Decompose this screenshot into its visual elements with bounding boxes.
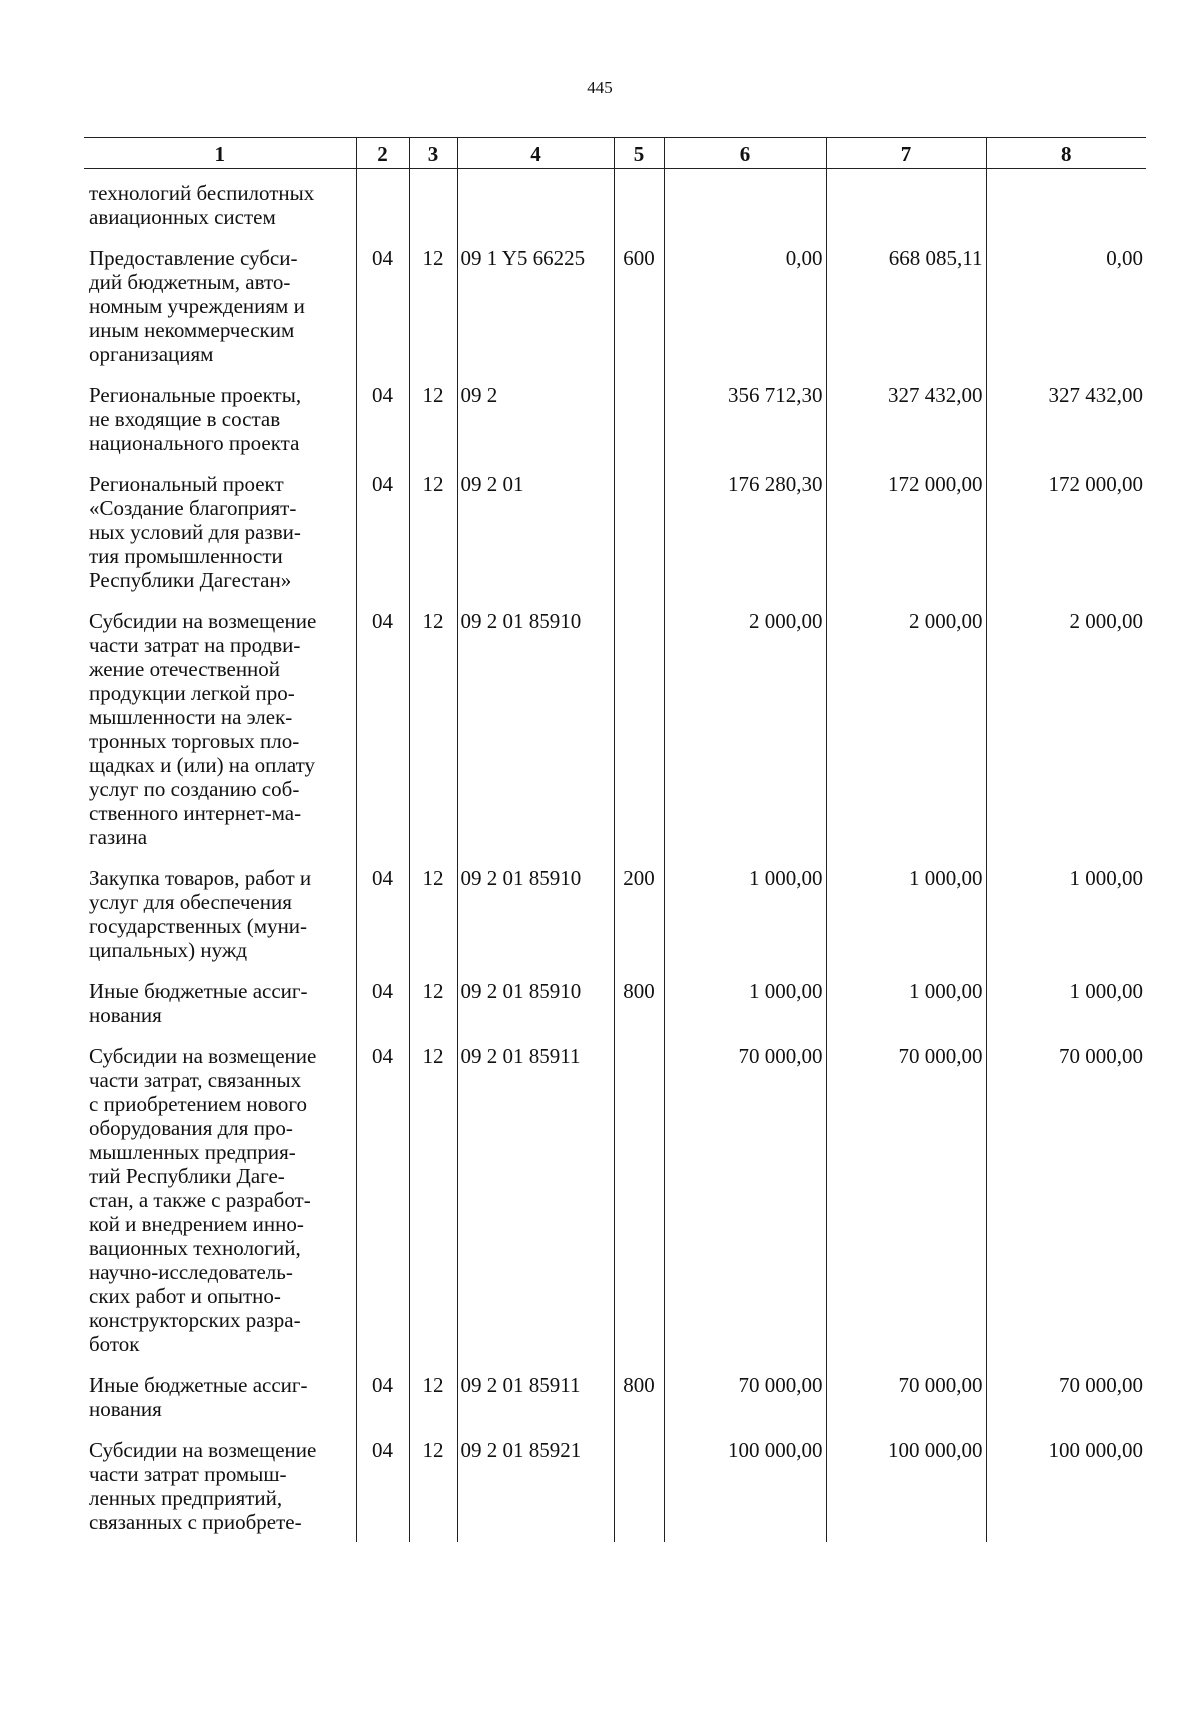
- table-header: [84, 138, 1146, 169]
- section-code-cell: 04: [356, 1370, 409, 1435]
- description-line: ных условий для разви-: [89, 520, 301, 544]
- description-line: государственных (муни-: [89, 914, 308, 938]
- section-code-cell: [356, 169, 409, 244]
- description-line: части затрат на продви-: [89, 633, 301, 657]
- description-cell: [84, 380, 356, 469]
- amount-year1-cell: 1 000,00: [664, 863, 826, 976]
- subsection-code-cell: [409, 169, 457, 244]
- target-article-cell: 09 1 Y5 66225: [457, 243, 614, 380]
- description-line: тронных торговых пло-: [89, 729, 300, 753]
- description-line: тий Республики Даге-: [89, 1164, 285, 1188]
- section-code-cell: 04: [356, 380, 409, 469]
- description-line: жение отечественной: [89, 657, 281, 681]
- subsection-code-cell: 12: [409, 1435, 457, 1542]
- description-line: Субсидии на возмещение: [89, 1438, 317, 1462]
- description-cell: [84, 976, 356, 1041]
- description-line: с приобретением нового: [89, 1092, 307, 1116]
- expense-type-cell: [614, 1435, 664, 1542]
- section-code-cell: 04: [356, 606, 409, 863]
- amount-year3-cell: 100 000,00: [986, 1435, 1146, 1542]
- table-row: [84, 1435, 1146, 1542]
- target-article-cell: [457, 169, 614, 244]
- table-row: [84, 976, 1146, 1041]
- target-article-cell: 09 2 01 85921: [457, 1435, 614, 1542]
- expense-type-cell: [614, 469, 664, 606]
- column-header-3: 3: [409, 138, 457, 169]
- expense-type-cell: 800: [614, 976, 664, 1041]
- target-article-cell: 09 2: [457, 380, 614, 469]
- description-line: организациям: [89, 342, 214, 366]
- table-row: [84, 1041, 1146, 1370]
- expense-type-cell: [614, 606, 664, 863]
- target-article-cell: 09 2 01 85911: [457, 1370, 614, 1435]
- amount-year2-cell: 2 000,00: [826, 606, 986, 863]
- description-line: Закупка товаров, работ и: [89, 866, 312, 890]
- description-cell: [84, 169, 356, 244]
- target-article-cell: 09 2 01 85910: [457, 976, 614, 1041]
- amount-year1-cell: 2 000,00: [664, 606, 826, 863]
- target-article-cell: 09 2 01 85911: [457, 1041, 614, 1370]
- amount-year2-cell: 1 000,00: [826, 976, 986, 1041]
- description-line: Республики Дагестан»: [89, 568, 292, 592]
- description-line: Субсидии на возмещение: [89, 609, 317, 633]
- description-line: номным учреждениям и: [89, 294, 305, 318]
- amount-year1-cell: 0,00: [664, 243, 826, 380]
- description-line: оборудования для про-: [89, 1116, 293, 1140]
- amount-year1-cell: 176 280,30: [664, 469, 826, 606]
- target-article-cell: 09 2 01: [457, 469, 614, 606]
- column-header-6: 6: [664, 138, 826, 169]
- description-line: связанных с приобрете-: [89, 1510, 302, 1534]
- header-row: [84, 138, 1146, 169]
- description-line: авиационных систем: [89, 205, 276, 229]
- amount-year2-cell: 70 000,00: [826, 1041, 986, 1370]
- table-row: [84, 863, 1146, 976]
- description-line: ленных предприятий,: [89, 1486, 283, 1510]
- subsection-code-cell: 12: [409, 976, 457, 1041]
- column-header-2: 2: [356, 138, 409, 169]
- amount-year1-cell: 70 000,00: [664, 1370, 826, 1435]
- description-line: стан, а также с разработ-: [89, 1188, 311, 1212]
- description-line: услуг по созданию соб-: [89, 777, 300, 801]
- expense-type-cell: 800: [614, 1370, 664, 1435]
- subsection-code-cell: 12: [409, 1370, 457, 1435]
- amount-year2-cell: 1 000,00: [826, 863, 986, 976]
- column-header-1: 1: [84, 138, 356, 169]
- section-code-cell: 04: [356, 1041, 409, 1370]
- description-line: щадках и (или) на оплату: [89, 753, 316, 777]
- description-line: дий бюджетным, авто-: [89, 270, 291, 294]
- section-code-cell: 04: [356, 243, 409, 380]
- subsection-code-cell: 12: [409, 606, 457, 863]
- description-line: «Создание благоприят-: [89, 496, 297, 520]
- description-line: Субсидии на возмещение: [89, 1044, 317, 1068]
- description-line: мышленности на элек-: [89, 705, 293, 729]
- description-line: национального проекта: [89, 431, 300, 455]
- description-line: газина: [89, 825, 148, 849]
- description-line: вационных технологий,: [89, 1236, 301, 1260]
- column-header-8: 8: [986, 138, 1146, 169]
- amount-year2-cell: 327 432,00: [826, 380, 986, 469]
- amount-year3-cell: 1 000,00: [986, 976, 1146, 1041]
- description-line: части затрат промыш-: [89, 1462, 287, 1486]
- amount-year3-cell: 327 432,00: [986, 380, 1146, 469]
- subsection-code-cell: 12: [409, 469, 457, 606]
- amount-year2-cell: 100 000,00: [826, 1435, 986, 1542]
- description-line: тия промышленности: [89, 544, 283, 568]
- description-line: конструкторских разра-: [89, 1308, 301, 1332]
- subsection-code-cell: 12: [409, 380, 457, 469]
- amount-year2-cell: 172 000,00: [826, 469, 986, 606]
- column-header-4: 4: [457, 138, 614, 169]
- column-header-7: 7: [826, 138, 986, 169]
- amount-year3-cell: 172 000,00: [986, 469, 1146, 606]
- amount-year1-cell: 1 000,00: [664, 976, 826, 1041]
- description-line: Иные бюджетные ассиг-: [89, 1373, 308, 1397]
- description-cell: [84, 1435, 356, 1542]
- expense-type-cell: [614, 1041, 664, 1370]
- amount-year2-cell: [826, 169, 986, 244]
- table-row: [84, 1370, 1146, 1435]
- description-line: ципальных) нужд: [89, 938, 248, 962]
- amount-year3-cell: 2 000,00: [986, 606, 1146, 863]
- description-cell: [84, 606, 356, 863]
- amount-year1-cell: 100 000,00: [664, 1435, 826, 1542]
- table-body: [84, 169, 1146, 1543]
- target-article-cell: 09 2 01 85910: [457, 606, 614, 863]
- table-row: [84, 469, 1146, 606]
- table-row: [84, 243, 1146, 380]
- table-row: [84, 169, 1146, 244]
- description-cell: [84, 243, 356, 380]
- subsection-code-cell: 12: [409, 863, 457, 976]
- description-line: Региональный проект: [89, 472, 284, 496]
- description-line: научно-исследователь-: [89, 1260, 293, 1284]
- expense-type-cell: 200: [614, 863, 664, 976]
- target-article-cell: 09 2 01 85910: [457, 863, 614, 976]
- budget-table: [84, 137, 1146, 1542]
- description-cell: [84, 1370, 356, 1435]
- subsection-code-cell: 12: [409, 1041, 457, 1370]
- column-header-5: 5: [614, 138, 664, 169]
- expense-type-cell: [614, 380, 664, 469]
- section-code-cell: 04: [356, 1435, 409, 1542]
- expense-type-cell: 600: [614, 243, 664, 380]
- section-code-cell: 04: [356, 863, 409, 976]
- description-line: иным некоммерческим: [89, 318, 295, 342]
- description-line: нования: [89, 1003, 162, 1027]
- section-code-cell: 04: [356, 976, 409, 1041]
- amount-year3-cell: [986, 169, 1146, 244]
- amount-year2-cell: 668 085,11: [826, 243, 986, 380]
- amount-year3-cell: 70 000,00: [986, 1370, 1146, 1435]
- description-line: технологий беспилотных: [89, 181, 315, 205]
- description-line: кой и внедрением инно-: [89, 1212, 304, 1236]
- description-line: части затрат, связанных: [89, 1068, 302, 1092]
- amount-year2-cell: 70 000,00: [826, 1370, 986, 1435]
- table-row: [84, 606, 1146, 863]
- description-line: ственного интернет-ма-: [89, 801, 302, 825]
- amount-year1-cell: 356 712,30: [664, 380, 826, 469]
- section-code-cell: 04: [356, 469, 409, 606]
- expense-type-cell: [614, 169, 664, 244]
- description-line: продукции легкой про-: [89, 681, 295, 705]
- table-row: [84, 380, 1146, 469]
- amount-year1-cell: 70 000,00: [664, 1041, 826, 1370]
- description-cell: [84, 863, 356, 976]
- amount-year3-cell: 0,00: [986, 243, 1146, 380]
- description-line: боток: [89, 1332, 140, 1356]
- amount-year3-cell: 70 000,00: [986, 1041, 1146, 1370]
- description-line: мышленных предприя-: [89, 1140, 296, 1164]
- description-line: услуг для обеспечения: [89, 890, 292, 914]
- description-line: Предоставление субси-: [89, 246, 298, 270]
- amount-year1-cell: [664, 169, 826, 244]
- description-line: не входящие в состав: [89, 407, 281, 431]
- page-number: 445: [587, 78, 613, 97]
- description-cell: [84, 1041, 356, 1370]
- description-cell: [84, 469, 356, 606]
- description-line: Региональные проекты,: [89, 383, 302, 407]
- description-line: Иные бюджетные ассиг-: [89, 979, 308, 1003]
- description-line: ских работ и опытно-: [89, 1284, 281, 1308]
- description-line: нования: [89, 1397, 162, 1421]
- subsection-code-cell: 12: [409, 243, 457, 380]
- amount-year3-cell: 1 000,00: [986, 863, 1146, 976]
